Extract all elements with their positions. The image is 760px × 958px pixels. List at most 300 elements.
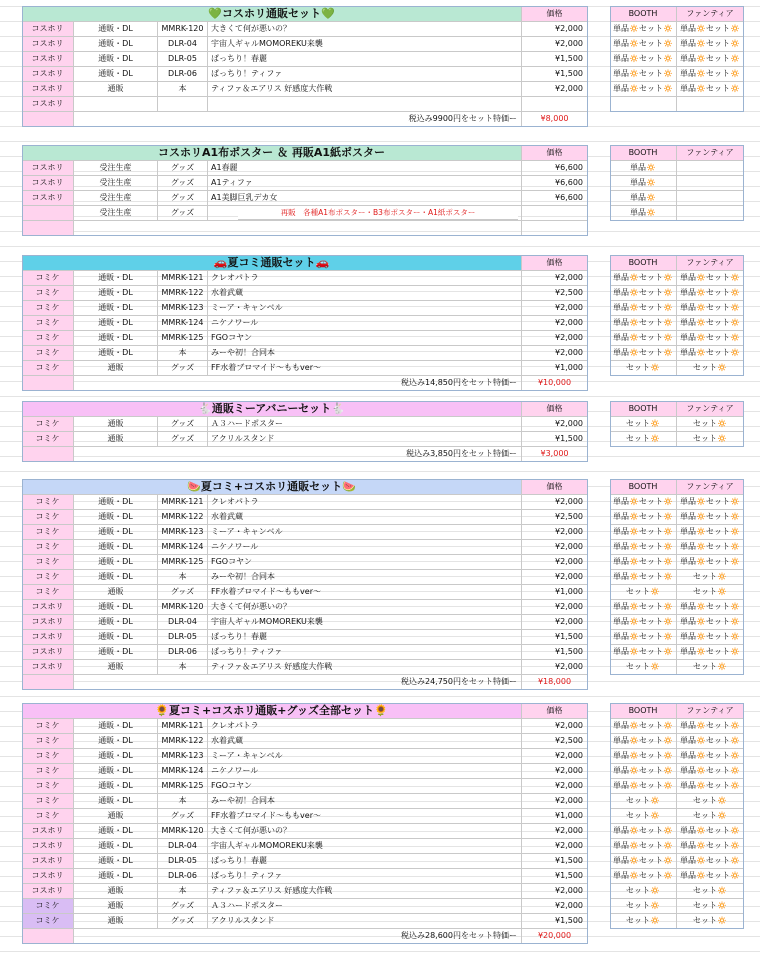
type-cell[interactable]: 通販・DL [74, 734, 158, 749]
booth-header[interactable]: BOOTH [610, 479, 677, 495]
code-cell[interactable]: グッズ [158, 417, 208, 432]
booth-cell[interactable]: 単品🔅セット🔅 [610, 82, 677, 97]
code-cell[interactable]: MMRK-125 [158, 779, 208, 794]
summary-text[interactable]: 税込み3,850円をセット特価ー [74, 447, 522, 462]
summary-price[interactable] [522, 221, 588, 236]
fantia-cell[interactable]: 単品🔅セット🔅 [677, 67, 744, 82]
title-cell[interactable]: A1春麗 [208, 161, 522, 176]
booth-cell[interactable]: 単品🔅セット🔅 [610, 555, 677, 570]
type-cell[interactable]: 通販・DL [74, 286, 158, 301]
type-cell[interactable]: 通販 [74, 432, 158, 447]
type-cell[interactable]: 通販・DL [74, 600, 158, 615]
booth-cell[interactable]: セット🔅 [610, 914, 677, 929]
type-cell[interactable]: 通販 [74, 809, 158, 824]
category-cell[interactable]: コミケ [22, 719, 74, 734]
code-cell[interactable]: グッズ [158, 206, 208, 221]
code-cell[interactable]: グッズ [158, 914, 208, 929]
type-cell[interactable]: 通販 [74, 884, 158, 899]
title-cell[interactable]: A1ティファ [208, 176, 522, 191]
price-cell[interactable]: ¥1,500 [522, 52, 588, 67]
summary-category-cell[interactable] [22, 447, 74, 462]
summary-category-cell[interactable] [22, 376, 74, 391]
booth-cell[interactable]: 単品🔅セット🔅 [610, 316, 677, 331]
booth-cell[interactable]: 単品🔅セット🔅 [610, 839, 677, 854]
type-cell[interactable]: 通販・DL [74, 525, 158, 540]
code-cell[interactable]: DLR-04 [158, 615, 208, 630]
price-cell[interactable]: ¥2,000 [522, 719, 588, 734]
price-cell[interactable] [522, 97, 588, 112]
type-cell[interactable]: 通販・DL [74, 824, 158, 839]
title-cell[interactable]: 宇宙人ギャルMOMOREKU来襲 [208, 615, 522, 630]
type-cell[interactable]: 通販 [74, 417, 158, 432]
type-cell[interactable]: 通販・DL [74, 37, 158, 52]
summary-text[interactable] [74, 221, 522, 236]
code-cell[interactable]: DLR-04 [158, 839, 208, 854]
type-cell[interactable]: 受注生産 [74, 191, 158, 206]
title-cell[interactable]: FGOコヤン [208, 779, 522, 794]
price-header[interactable]: 価格 [522, 401, 588, 417]
title-cell[interactable]: 水着武蔵 [208, 734, 522, 749]
code-cell[interactable]: MMRK-123 [158, 301, 208, 316]
booth-cell[interactable]: セット🔅 [610, 884, 677, 899]
type-cell[interactable]: 通販・DL [74, 764, 158, 779]
category-cell[interactable]: コミケ [22, 585, 74, 600]
title-cell[interactable]: Ａ３ハードポスター [208, 417, 522, 432]
section-title[interactable]: 🐇通販ミーアバニーセット🐇 [22, 401, 522, 417]
category-cell[interactable]: コスホリ [22, 645, 74, 660]
price-cell[interactable]: ¥6,600 [522, 176, 588, 191]
type-cell[interactable]: 通販 [74, 361, 158, 376]
category-cell[interactable]: コスホリ [22, 82, 74, 97]
category-cell[interactable]: コスホリ [22, 161, 74, 176]
type-cell[interactable]: 受注生産 [74, 206, 158, 221]
type-cell[interactable]: 通販 [74, 82, 158, 97]
booth-cell[interactable]: 単品🔅セット🔅 [610, 271, 677, 286]
code-cell[interactable]: MMRK-124 [158, 540, 208, 555]
fantia-cell[interactable]: 単品🔅セット🔅 [677, 22, 744, 37]
category-cell[interactable]: コミケ [22, 301, 74, 316]
booth-cell[interactable]: 単品🔅セット🔅 [610, 286, 677, 301]
title-cell[interactable]: 大きくて何が悪いの？ [208, 824, 522, 839]
category-cell[interactable]: コミケ [22, 510, 74, 525]
type-cell[interactable]: 通販・DL [74, 346, 158, 361]
price-cell[interactable]: ¥2,000 [522, 417, 588, 432]
price-cell[interactable]: ¥2,000 [522, 899, 588, 914]
fantia-cell[interactable]: セット🔅 [677, 809, 744, 824]
fantia-cell[interactable] [677, 97, 744, 112]
booth-cell[interactable]: セット🔅 [610, 361, 677, 376]
code-cell[interactable]: グッズ [158, 176, 208, 191]
summary-price[interactable]: ¥8,000 [522, 112, 588, 127]
title-cell[interactable]: FF水着ブロマイド〜ももver〜 [208, 361, 522, 376]
code-cell[interactable]: MMRK-123 [158, 749, 208, 764]
code-cell[interactable]: グッズ [158, 161, 208, 176]
section-title[interactable]: 🌻夏コミ+コスホリ通販+グッズ全部セット🌻 [22, 703, 522, 719]
title-cell[interactable]: ぱっちり！ティファ [208, 67, 522, 82]
category-cell[interactable]: コスホリ [22, 884, 74, 899]
price-cell[interactable]: ¥1,500 [522, 645, 588, 660]
price-cell[interactable]: ¥6,600 [522, 161, 588, 176]
type-cell[interactable]: 通販・DL [74, 555, 158, 570]
title-cell[interactable]: みーや初！合同本 [208, 346, 522, 361]
fantia-cell[interactable]: 単品🔅セット🔅 [677, 719, 744, 734]
category-cell[interactable]: コミケ [22, 914, 74, 929]
type-cell[interactable]: 通販・DL [74, 615, 158, 630]
category-cell[interactable]: コスホリ [22, 869, 74, 884]
summary-text[interactable]: 税込み14,850円をセット特価ー [74, 376, 522, 391]
type-cell[interactable]: 通販・DL [74, 794, 158, 809]
booth-cell[interactable]: 単品🔅 [610, 206, 677, 221]
code-cell[interactable]: DLR-06 [158, 645, 208, 660]
type-cell[interactable]: 通販・DL [74, 570, 158, 585]
category-cell[interactable]: コスホリ [22, 67, 74, 82]
fantia-cell[interactable]: 単品🔅セット🔅 [677, 839, 744, 854]
title-cell[interactable]: ミーア・キャンベル [208, 525, 522, 540]
booth-cell[interactable]: 単品🔅 [610, 161, 677, 176]
price-cell[interactable]: ¥2,000 [522, 540, 588, 555]
category-cell[interactable]: コミケ [22, 749, 74, 764]
type-cell[interactable]: 通販・DL [74, 749, 158, 764]
booth-cell[interactable]: 単品🔅セット🔅 [610, 600, 677, 615]
summary-category-cell[interactable] [22, 675, 74, 690]
summary-price[interactable]: ¥3,000 [522, 447, 588, 462]
code-cell[interactable]: DLR-06 [158, 869, 208, 884]
title-cell[interactable]: ぱっちり！ティファ [208, 869, 522, 884]
title-cell[interactable]: ぱっちり！春麗 [208, 630, 522, 645]
fantia-cell[interactable]: セット🔅 [677, 570, 744, 585]
title-cell[interactable]: A1美脚巨乳デカ女 [208, 191, 522, 206]
type-cell[interactable]: 通販・DL [74, 331, 158, 346]
price-cell[interactable]: ¥1,500 [522, 630, 588, 645]
fantia-cell[interactable]: 単品🔅セット🔅 [677, 525, 744, 540]
fantia-cell[interactable]: セット🔅 [677, 660, 744, 675]
category-cell[interactable]: コスホリ [22, 97, 74, 112]
title-cell[interactable]: アクリルスタンド [208, 914, 522, 929]
type-cell[interactable]: 通販・DL [74, 316, 158, 331]
type-cell[interactable]: 通販・DL [74, 839, 158, 854]
booth-cell[interactable]: 単品🔅セット🔅 [610, 764, 677, 779]
title-cell[interactable]: FGOコヤン [208, 331, 522, 346]
booth-cell[interactable]: セット🔅 [610, 794, 677, 809]
category-cell[interactable]: コミケ [22, 779, 74, 794]
category-cell[interactable]: コミケ [22, 734, 74, 749]
booth-cell[interactable]: 単品🔅セット🔅 [610, 734, 677, 749]
code-cell[interactable]: MMRK-123 [158, 525, 208, 540]
booth-cell[interactable]: セット🔅 [610, 432, 677, 447]
section-title[interactable]: 🚗夏コミ通販セット🚗 [22, 255, 522, 271]
price-cell[interactable]: ¥2,000 [522, 600, 588, 615]
type-cell[interactable]: 通販 [74, 914, 158, 929]
type-cell[interactable]: 通販 [74, 899, 158, 914]
title-cell[interactable]: FGOコヤン [208, 555, 522, 570]
price-cell[interactable] [522, 206, 588, 221]
price-cell[interactable]: ¥1,500 [522, 869, 588, 884]
booth-cell[interactable]: 単品🔅 [610, 191, 677, 206]
fantia-cell[interactable]: 単品🔅セット🔅 [677, 630, 744, 645]
code-cell[interactable] [158, 97, 208, 112]
category-cell[interactable]: コミケ [22, 525, 74, 540]
price-cell[interactable]: ¥2,000 [522, 884, 588, 899]
fantia-cell[interactable]: 単品🔅セット🔅 [677, 645, 744, 660]
code-cell[interactable]: MMRK-124 [158, 764, 208, 779]
fantia-cell[interactable]: 単品🔅セット🔅 [677, 52, 744, 67]
title-cell[interactable]: ぱっちり！ティファ [208, 645, 522, 660]
title-cell[interactable]: 宇宙人ギャルMOMOREKU来襲 [208, 37, 522, 52]
type-cell[interactable]: 通販・DL [74, 540, 158, 555]
fantia-cell[interactable]: 単品🔅セット🔅 [677, 37, 744, 52]
fantia-header[interactable]: ファンティア [677, 703, 744, 719]
type-cell[interactable]: 受注生産 [74, 161, 158, 176]
title-cell[interactable]: Ａ３ハードポスター [208, 899, 522, 914]
fantia-header[interactable]: ファンティア [677, 255, 744, 271]
booth-header[interactable]: BOOTH [610, 255, 677, 271]
title-cell[interactable]: ニケノワール [208, 540, 522, 555]
booth-cell[interactable]: 単品🔅セット🔅 [610, 854, 677, 869]
price-header[interactable]: 価格 [522, 6, 588, 22]
title-cell[interactable]: 大きくて何が悪いの？ [208, 600, 522, 615]
category-cell[interactable]: コスホリ [22, 660, 74, 675]
category-cell[interactable]: コミケ [22, 271, 74, 286]
title-cell[interactable]: ぱっちり！春麗 [208, 52, 522, 67]
price-cell[interactable]: ¥2,000 [522, 824, 588, 839]
fantia-cell[interactable]: 単品🔅セット🔅 [677, 346, 744, 361]
category-cell[interactable]: コミケ [22, 331, 74, 346]
fantia-header[interactable]: ファンティア [677, 6, 744, 22]
type-cell[interactable]: 通販 [74, 585, 158, 600]
code-cell[interactable]: DLR-06 [158, 67, 208, 82]
category-cell[interactable]: コミケ [22, 570, 74, 585]
price-cell[interactable]: ¥2,000 [522, 615, 588, 630]
category-cell[interactable]: コミケ [22, 432, 74, 447]
price-cell[interactable]: ¥1,500 [522, 854, 588, 869]
booth-header[interactable]: BOOTH [610, 703, 677, 719]
type-cell[interactable]: 通販 [74, 660, 158, 675]
title-cell[interactable]: 水着武蔵 [208, 286, 522, 301]
code-cell[interactable]: MMRK-121 [158, 719, 208, 734]
booth-header[interactable]: BOOTH [610, 145, 677, 161]
fantia-cell[interactable] [677, 161, 744, 176]
fantia-cell[interactable]: 単品🔅セット🔅 [677, 600, 744, 615]
fantia-header[interactable]: ファンティア [677, 145, 744, 161]
code-cell[interactable]: DLR-04 [158, 37, 208, 52]
fantia-cell[interactable]: 単品🔅セット🔅 [677, 854, 744, 869]
price-cell[interactable]: ¥2,000 [522, 749, 588, 764]
category-cell[interactable]: コスホリ [22, 630, 74, 645]
booth-cell[interactable]: 単品🔅セット🔅 [610, 540, 677, 555]
title-cell[interactable]: ティファ＆エアリス 好感度大作戦 [208, 884, 522, 899]
price-cell[interactable]: ¥2,000 [522, 525, 588, 540]
type-cell[interactable]: 通販・DL [74, 719, 158, 734]
fantia-cell[interactable]: 単品🔅セット🔅 [677, 779, 744, 794]
fantia-cell[interactable]: 単品🔅セット🔅 [677, 495, 744, 510]
code-cell[interactable]: 本 [158, 346, 208, 361]
code-cell[interactable]: グッズ [158, 432, 208, 447]
category-cell[interactable]: コミケ [22, 555, 74, 570]
booth-cell[interactable]: 単品🔅セット🔅 [610, 719, 677, 734]
fantia-cell[interactable]: 単品🔅セット🔅 [677, 286, 744, 301]
category-cell[interactable]: コスホリ [22, 37, 74, 52]
type-cell[interactable]: 通販・DL [74, 301, 158, 316]
code-cell[interactable]: MMRK-122 [158, 510, 208, 525]
summary-text[interactable]: 税込み28,600円をセット特価ー [74, 929, 522, 944]
reprint-note[interactable]: 再販 各種A1布ポスター・B3布ポスター・A1紙ポスター [238, 206, 518, 220]
price-header[interactable]: 価格 [522, 145, 588, 161]
code-cell[interactable]: グッズ [158, 809, 208, 824]
fantia-cell[interactable]: セット🔅 [677, 361, 744, 376]
fantia-cell[interactable]: 単品🔅セット🔅 [677, 540, 744, 555]
booth-cell[interactable]: 単品🔅セット🔅 [610, 525, 677, 540]
type-cell[interactable]: 通販・DL [74, 495, 158, 510]
title-cell[interactable]: 水着武蔵 [208, 510, 522, 525]
title-cell[interactable]: 宇宙人ギャルMOMOREKU来襲 [208, 839, 522, 854]
category-cell[interactable]: コスホリ [22, 191, 74, 206]
category-cell[interactable]: コミケ [22, 794, 74, 809]
booth-cell[interactable]: セット🔅 [610, 585, 677, 600]
code-cell[interactable]: MMRK-122 [158, 734, 208, 749]
category-cell[interactable]: コスホリ [22, 600, 74, 615]
fantia-cell[interactable]: 単品🔅セット🔅 [677, 271, 744, 286]
price-cell[interactable]: ¥2,000 [522, 346, 588, 361]
price-header[interactable]: 価格 [522, 255, 588, 271]
category-cell[interactable]: コミケ [22, 417, 74, 432]
booth-cell[interactable]: セット🔅 [610, 417, 677, 432]
price-cell[interactable]: ¥2,000 [522, 555, 588, 570]
type-cell[interactable]: 通販・DL [74, 645, 158, 660]
type-cell[interactable]: 通販・DL [74, 22, 158, 37]
fantia-cell[interactable]: 単品🔅セット🔅 [677, 615, 744, 630]
category-cell[interactable]: コスホリ [22, 615, 74, 630]
code-cell[interactable]: MMRK-121 [158, 495, 208, 510]
code-cell[interactable]: MMRK-120 [158, 22, 208, 37]
fantia-cell[interactable] [677, 191, 744, 206]
booth-cell[interactable]: 単品🔅セット🔅 [610, 645, 677, 660]
booth-cell[interactable]: 単品🔅セット🔅 [610, 495, 677, 510]
price-cell[interactable]: ¥1,000 [522, 809, 588, 824]
type-cell[interactable]: 通販・DL [74, 854, 158, 869]
booth-cell[interactable]: 単品🔅セット🔅 [610, 331, 677, 346]
fantia-cell[interactable]: セット🔅 [677, 585, 744, 600]
code-cell[interactable]: MMRK-120 [158, 824, 208, 839]
price-cell[interactable]: ¥2,500 [522, 286, 588, 301]
fantia-cell[interactable] [677, 206, 744, 221]
fantia-cell[interactable]: 単品🔅セット🔅 [677, 316, 744, 331]
summary-category-cell[interactable] [22, 221, 74, 236]
code-cell[interactable]: MMRK-124 [158, 316, 208, 331]
summary-price[interactable]: ¥10,000 [522, 376, 588, 391]
title-cell[interactable]: クレオパトラ [208, 719, 522, 734]
fantia-cell[interactable]: 単品🔅セット🔅 [677, 510, 744, 525]
price-header[interactable]: 価格 [522, 703, 588, 719]
section-title[interactable]: 🍉夏コミ+コスホリ通販セット🍉 [22, 479, 522, 495]
fantia-cell[interactable]: 単品🔅セット🔅 [677, 764, 744, 779]
price-cell[interactable]: ¥1,500 [522, 914, 588, 929]
category-cell[interactable]: コスホリ [22, 839, 74, 854]
type-cell[interactable]: 通販・DL [74, 52, 158, 67]
title-cell[interactable]: アクリルスタンド [208, 432, 522, 447]
booth-header[interactable]: BOOTH [610, 401, 677, 417]
booth-cell[interactable]: 単品🔅セット🔅 [610, 510, 677, 525]
booth-cell[interactable]: 単品🔅セット🔅 [610, 630, 677, 645]
summary-text[interactable]: 税込み9900円をセット特価ー [74, 112, 522, 127]
fantia-cell[interactable] [677, 176, 744, 191]
type-cell[interactable] [74, 97, 158, 112]
fantia-cell[interactable]: セット🔅 [677, 884, 744, 899]
title-cell[interactable]: クレオパトラ [208, 495, 522, 510]
price-cell[interactable]: ¥1,000 [522, 361, 588, 376]
category-cell[interactable]: コミケ [22, 346, 74, 361]
code-cell[interactable]: 本 [158, 794, 208, 809]
fantia-cell[interactable]: セット🔅 [677, 914, 744, 929]
title-cell[interactable]: ニケノワール [208, 316, 522, 331]
booth-cell[interactable]: 単品🔅セット🔅 [610, 615, 677, 630]
booth-cell[interactable]: セット🔅 [610, 899, 677, 914]
category-cell[interactable]: コスホリ [22, 176, 74, 191]
code-cell[interactable]: MMRK-125 [158, 331, 208, 346]
fantia-cell[interactable]: 単品🔅セット🔅 [677, 824, 744, 839]
category-cell[interactable]: コスホリ [22, 22, 74, 37]
price-cell[interactable]: ¥2,000 [522, 301, 588, 316]
fantia-cell[interactable]: 単品🔅セット🔅 [677, 331, 744, 346]
price-cell[interactable]: ¥1,500 [522, 432, 588, 447]
price-cell[interactable]: ¥2,500 [522, 734, 588, 749]
summary-category-cell[interactable] [22, 929, 74, 944]
booth-cell[interactable]: 単品🔅セット🔅 [610, 869, 677, 884]
title-cell[interactable]: ミーア・キャンベル [208, 749, 522, 764]
price-cell[interactable]: ¥2,000 [522, 779, 588, 794]
code-cell[interactable]: DLR-05 [158, 52, 208, 67]
booth-cell[interactable]: 単品🔅セット🔅 [610, 37, 677, 52]
booth-cell[interactable]: 単品🔅セット🔅 [610, 346, 677, 361]
booth-header[interactable]: BOOTH [610, 6, 677, 22]
summary-price[interactable]: ¥20,000 [522, 929, 588, 944]
category-cell[interactable]: コスホリ [22, 854, 74, 869]
fantia-header[interactable]: ファンティア [677, 479, 744, 495]
code-cell[interactable]: グッズ [158, 191, 208, 206]
type-cell[interactable]: 受注生産 [74, 176, 158, 191]
fantia-cell[interactable]: セット🔅 [677, 899, 744, 914]
fantia-header[interactable]: ファンティア [677, 401, 744, 417]
booth-cell[interactable]: 単品🔅セット🔅 [610, 301, 677, 316]
type-cell[interactable]: 通販・DL [74, 630, 158, 645]
category-cell[interactable]: コミケ [22, 316, 74, 331]
section-title[interactable]: コスホリA1布ポスター ＆ 再販A1紙ポスター [22, 145, 522, 161]
price-cell[interactable]: ¥2,000 [522, 22, 588, 37]
fantia-cell[interactable]: 単品🔅セット🔅 [677, 869, 744, 884]
code-cell[interactable]: DLR-05 [158, 854, 208, 869]
code-cell[interactable]: 本 [158, 660, 208, 675]
section-title[interactable]: 💚コスホリ通販セット💚 [22, 6, 522, 22]
type-cell[interactable]: 通販・DL [74, 67, 158, 82]
fantia-cell[interactable]: 単品🔅セット🔅 [677, 82, 744, 97]
booth-cell[interactable]: 単品🔅セット🔅 [610, 67, 677, 82]
category-cell[interactable]: コミケ [22, 540, 74, 555]
title-cell[interactable]: ニケノワール [208, 764, 522, 779]
code-cell[interactable]: グッズ [158, 899, 208, 914]
fantia-cell[interactable]: セット🔅 [677, 794, 744, 809]
price-cell[interactable]: ¥2,000 [522, 764, 588, 779]
title-cell[interactable]: ぱっちり！春麗 [208, 854, 522, 869]
code-cell[interactable]: MMRK-122 [158, 286, 208, 301]
booth-cell[interactable]: 単品🔅セット🔅 [610, 824, 677, 839]
booth-cell[interactable]: 単品🔅セット🔅 [610, 52, 677, 67]
title-cell[interactable]: ティファ＆エアリス 好感度大作戦 [208, 660, 522, 675]
price-cell[interactable]: ¥2,000 [522, 839, 588, 854]
price-cell[interactable]: ¥2,000 [522, 37, 588, 52]
price-cell[interactable]: ¥2,000 [522, 495, 588, 510]
type-cell[interactable]: 通販・DL [74, 869, 158, 884]
type-cell[interactable]: 通販・DL [74, 510, 158, 525]
category-cell[interactable]: コスホリ [22, 824, 74, 839]
